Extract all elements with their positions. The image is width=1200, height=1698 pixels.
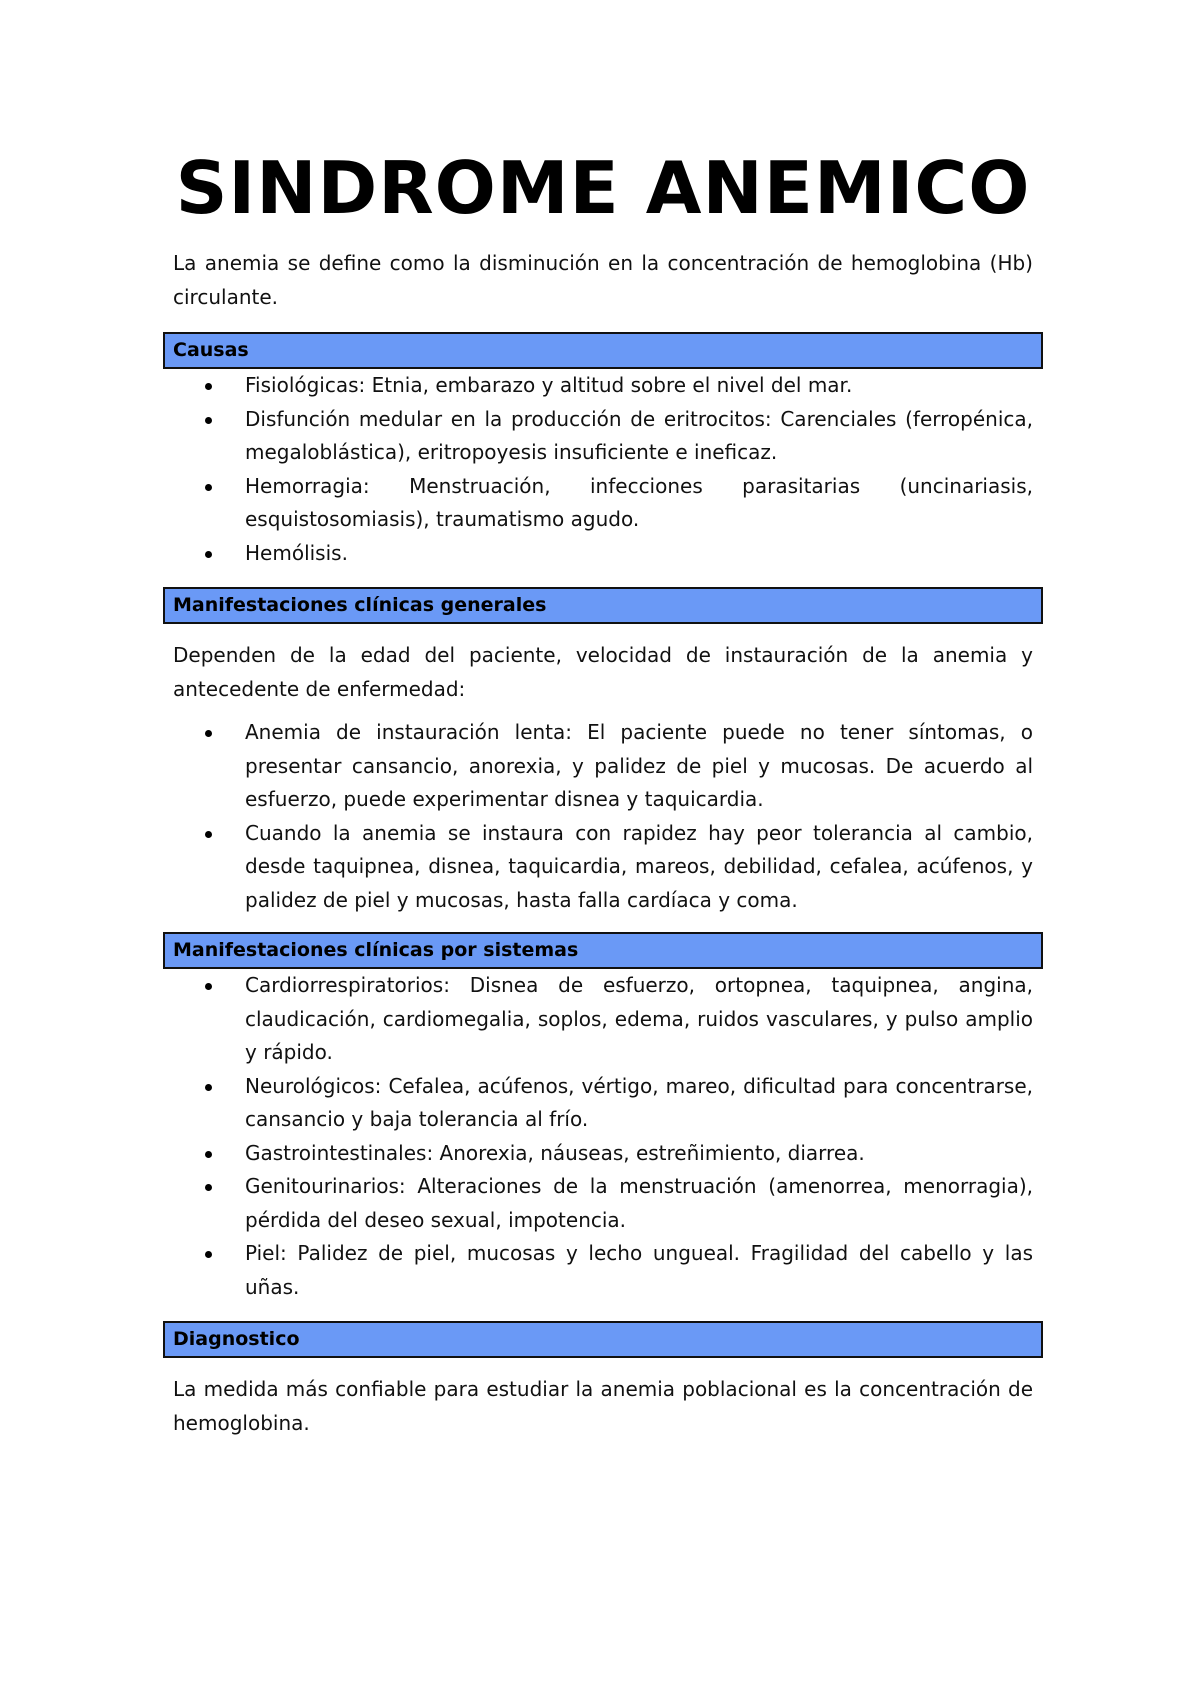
list-item: Fisiológicas: Etnia, embarazo y altitud sobre el nivel del mar. [245, 369, 1033, 403]
bullet-icon [205, 1151, 212, 1158]
document-page [163, 0, 1043, 1440]
bullet-icon [205, 551, 212, 558]
bullet-icon [205, 484, 212, 491]
list-item: Neurológicos: Cefalea, acúfenos, vértigo, mareo, dificultad para concentrarse, cansancio y baja tolerancia al frío. [245, 1070, 1033, 1137]
section-heading-diagnostico: Diagnostico [163, 1321, 1043, 1358]
list-item: Piel: Palidez de piel, mucosas y lecho ungueal. Fragilidad del cabello y las uñas. [245, 1237, 1033, 1304]
list-item: Genitourinarios: Alteraciones de la menstruación (amenorrea, menorragia), pérdida del deseo sexual, impotencia. [245, 1170, 1033, 1237]
list-item: Cardiorrespiratorios: Disnea de esfuerzo, ortopnea, taquipnea, angina, claudicación, cardiomegalia, soplos, edema, ruidos vasculares, y pulso amplio y rápido. [245, 969, 1033, 1070]
list-item: Hemorragia: Menstruación, infecciones parasitarias (uncinariasis, esquistosomiasis), traumatismo agudo. [245, 470, 1033, 537]
list-item: Disfunción medular en la producción de eritrocitos: Carenciales (ferropénica, megaloblástica), eritropoyesis insuficiente e ineficaz. [245, 403, 1033, 470]
generales-list [163, 716, 1043, 917]
bullet-icon [205, 983, 212, 990]
list-item: Gastrointestinales: Anorexia, náuseas, estreñimiento, diarrea. [245, 1137, 1033, 1171]
bullet-icon [205, 1184, 212, 1191]
generales-paragraph: Dependen de la edad del paciente, velocidad de instauración de la anemia y antecedente de enfermedad: [173, 643, 1033, 701]
list-item: Anemia de instauración lenta: El paciente puede no tener síntomas, o presentar cansancio, anorexia, y palidez de piel y mucosas. De acuerdo al esfuerzo, puede experimentar disnea y taquicardia. [245, 716, 1033, 817]
list-item: Hemólisis. [245, 537, 1033, 571]
bullet-icon [205, 730, 212, 737]
bullet-icon [205, 831, 212, 838]
intro-paragraph: La anemia se define como la disminución en la concentración de hemoglobina (Hb) circulante. [173, 251, 1033, 309]
list-item: Cuando la anemia se instaura con rapidez hay peor tolerancia al cambio, desde taquipnea, disnea, taquicardia, mareos, debilidad, cefalea, acúfenos, y palidez de piel y mucosas, hasta falla cardíaca y coma. [245, 817, 1033, 918]
bullet-icon [205, 383, 212, 390]
bullet-icon [205, 1084, 212, 1091]
causas-list [163, 369, 1043, 570]
bullet-icon [205, 417, 212, 424]
section-heading-sistemas: Manifestaciones clínicas por sistemas [163, 932, 1043, 969]
bullet-icon [205, 1251, 212, 1258]
diagnostico-paragraph: La medida más confiable para estudiar la anemia poblacional es la concentración de hemoglobina. [173, 1377, 1033, 1435]
section-heading-generales: Manifestaciones clínicas generales [163, 587, 1043, 624]
sistemas-list [163, 969, 1043, 1304]
section-heading-causas: Causas [163, 332, 1043, 369]
document-title: SINDROME ANEMICO [175, 146, 1031, 230]
